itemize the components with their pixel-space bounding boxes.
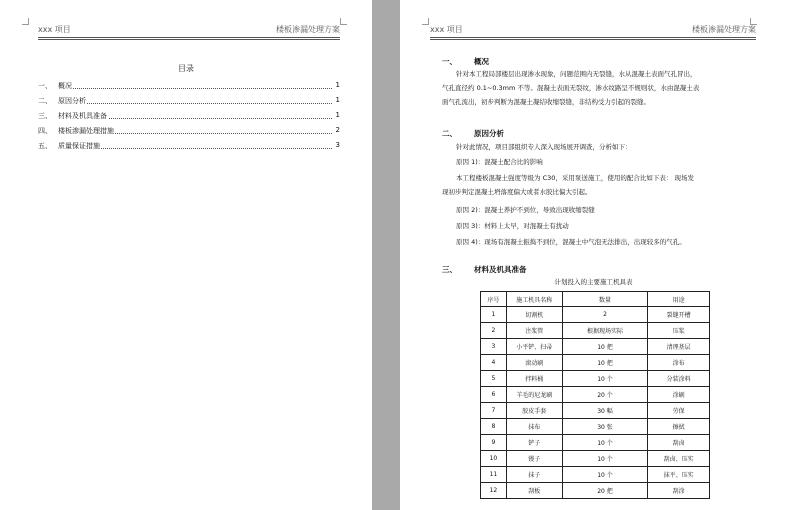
column-header: 序号 — [481, 292, 507, 307]
table-cell: 30 幅 — [562, 403, 648, 419]
table-cell: 清理基层 — [648, 339, 710, 355]
table-row — [481, 371, 710, 387]
table-cell: 12 — [481, 483, 507, 499]
table-cell: 切割机 — [506, 307, 562, 323]
table-cell: 8 — [481, 419, 507, 435]
crop-mark — [422, 18, 429, 25]
header-right: 楼板渗漏处理方案 — [276, 25, 340, 34]
table-row — [481, 355, 710, 371]
table-cell: 11 — [481, 467, 507, 483]
table-cell: 9 — [481, 435, 507, 451]
toc-item[interactable]: 一、 概况 1 — [38, 81, 340, 90]
equipment-table — [480, 291, 710, 499]
table-cell: 抹平、压实 — [648, 467, 710, 483]
table-cell: 4 — [481, 355, 507, 371]
table-cell: 压浆 — [648, 323, 710, 339]
table-cell: 10 把 — [562, 355, 648, 371]
table-cell: 滚动刷 — [506, 355, 562, 371]
header-left: xxx 项目 — [430, 25, 463, 34]
header-left: xxx 项目 — [38, 25, 71, 34]
column-header: 施工机具名称 — [506, 292, 562, 307]
table-cell: 10 个 — [562, 467, 648, 483]
table-cell: 1 — [481, 307, 507, 323]
table-cell: 6 — [481, 387, 507, 403]
paragraph: 原因 4)：现场有混凝土振捣不到位，混凝土中气泡无法排出，出现较多的气孔。 — [456, 238, 686, 246]
table-cell: 羊毛的尼龙刷 — [506, 387, 562, 403]
table-cell: 劳保 — [648, 403, 710, 419]
table-cell: 注浆管 — [506, 323, 562, 339]
paragraph: 针对本工程局部楼层出现渗水现象，问题范围内无裂缝，水从混凝土表面气孔冒出， — [456, 70, 697, 78]
table-caption: 计划投入的主要施工机具表 — [554, 278, 633, 286]
table-cell: 10 个 — [562, 451, 648, 467]
table-cell: 10 个 — [562, 435, 648, 451]
table-row — [481, 451, 710, 467]
table-row — [481, 419, 710, 435]
table-cell: 7 — [481, 403, 507, 419]
table-cell: 裂缝开槽 — [648, 307, 710, 323]
column-header: 数量 — [562, 292, 648, 307]
table-cell: 20 个 — [562, 387, 648, 403]
table-cell: 根据现场实际 — [562, 323, 648, 339]
paragraph: 气孔直径约 0.1~0.3mm 不等。混凝土表面无裂纹，渗水纹路呈不规则状，水由混凝土表 — [442, 84, 700, 92]
table-cell: 胶皮手套 — [506, 403, 562, 419]
table-cell: 刮卤 — [648, 435, 710, 451]
table-cell: 涂布 — [648, 355, 710, 371]
table-row — [481, 403, 710, 419]
table-cell: 擦拭 — [648, 419, 710, 435]
table-cell: 分装涂料 — [648, 371, 710, 387]
table-cell: 拌料桶 — [506, 371, 562, 387]
table-row — [481, 339, 710, 355]
table-row — [481, 323, 710, 339]
table-row — [481, 467, 710, 483]
table-cell: 刮卤、压实 — [648, 451, 710, 467]
table-cell: 3 — [481, 339, 507, 355]
table-cell: 铲子 — [506, 435, 562, 451]
crop-mark — [340, 18, 347, 25]
toc-item[interactable]: 四、 楼板渗漏处理措施 2 — [38, 126, 340, 135]
toc-item[interactable]: 三、 材料及机具准备 1 — [38, 111, 340, 120]
paragraph: 原因 3)：材料上太早，对混凝土有扰动 — [456, 222, 569, 230]
table-row — [481, 387, 710, 403]
paragraph: 本工程楼板混凝土强度等级为 C30，采用泵送施工，使用的配合比如下表： 现场发 — [456, 174, 694, 182]
table-cell: 10 — [481, 451, 507, 467]
toc-title: 目录 — [178, 64, 194, 73]
table-cell: 抹布 — [506, 419, 562, 435]
table-cell: 涂刷 — [648, 387, 710, 403]
crop-mark — [22, 18, 29, 25]
table-cell: 刮涂 — [648, 483, 710, 499]
toc-item[interactable]: 五、 质量保证措施 3 — [38, 141, 340, 150]
table-cell: 10 个 — [562, 371, 648, 387]
page-header — [430, 24, 756, 38]
paragraph: 针对此情况，项目部组织专人深入现场展开调查，分析如下： — [456, 143, 632, 151]
toc-item[interactable]: 二、 原因分析 1 — [38, 96, 340, 105]
header-right: 楼板渗漏处理方案 — [692, 25, 756, 34]
table-cell: 2 — [562, 307, 648, 323]
table-row — [481, 307, 710, 323]
table-cell: 30 张 — [562, 419, 648, 435]
page-header — [38, 24, 340, 38]
paragraph: 面气孔流出，初步判断为混凝土凝结收缩裂缝，非结构受力引起的裂缝。 — [442, 98, 650, 106]
table-cell: 抹子 — [506, 467, 562, 483]
table-cell: 20 把 — [562, 483, 648, 499]
paragraph: 现初步判定混凝土坍落度偏大或者水胶比偏大引起。 — [442, 188, 592, 196]
table-cell: 2 — [481, 323, 507, 339]
paragraph: 原因 2)：混凝土养护不到位，导致出现收缩裂缝 — [456, 206, 595, 214]
table-cell: 小平铲、扫帚 — [506, 339, 562, 355]
column-header: 用途 — [648, 292, 710, 307]
table-cell: 10 把 — [562, 339, 648, 355]
table-cell: 5 — [481, 371, 507, 387]
table-row — [481, 435, 710, 451]
document-page-left — [0, 0, 372, 510]
table-row — [481, 483, 710, 499]
document-page-right: xxx 项目 楼板渗漏处理方案 一、 概况 针对本工程局部楼层出现渗水现象，问题范围内无裂缝，水从混凝土表面气孔冒出， 气孔直径约 0.1~0.3mm 不等。混凝土表面无裂纹，渗水纹路呈不规则状，水由混凝土表 面气孔流出，初步判断为混凝土凝结收缩裂缝，非结构受力引起的裂缝。 二、 原因分析 针对此情况，项目部组织专人深入现场展开调查，分析如下： 原因 1)：混凝土配合比的影响 本工程楼板混凝土强度等级为 C30，采用泵送施工，使用的配合比如下表： 现场发 现初步判定混凝土坍落度偏大或者水胶比偏大引起。 原因 2)：混凝土养护不到位，导致出现收缩裂缝 原因 3)：材料上太早，对混凝土有扰动 原因 4)：现场有混凝土振捣不到位，混凝土中气泡无法排出，出现较多的气孔。 三、 材料及机具准备 计划投入的主要施工机具表 序号 施工机具名称 数量 用途 1 切割机 2 裂缝开槽 2 注浆管 根据现场实际 压浆 3 小平铲、扫帚 10 把 清理基层 4 滚动刷 10 把 涂布 5 拌料桶 10 个 分装涂料 6 羊毛的尼龙刷 20 个 涂刷 7 胶皮手套 30 幅 劳保 8 抹布 30 张 擦拭 9 铲子 10 个 刮卤 10 镘子 10 个 刮卤、压实 11 抹子 10 个 抹平、压实 12 刮板 20 把 刮涂 — [400, 0, 787, 510]
table-cell: 刮板 — [506, 483, 562, 499]
paragraph: 原因 1)：混凝土配合比的影响 — [456, 158, 543, 166]
table-cell: 镘子 — [506, 451, 562, 467]
table-header-row — [481, 292, 710, 307]
